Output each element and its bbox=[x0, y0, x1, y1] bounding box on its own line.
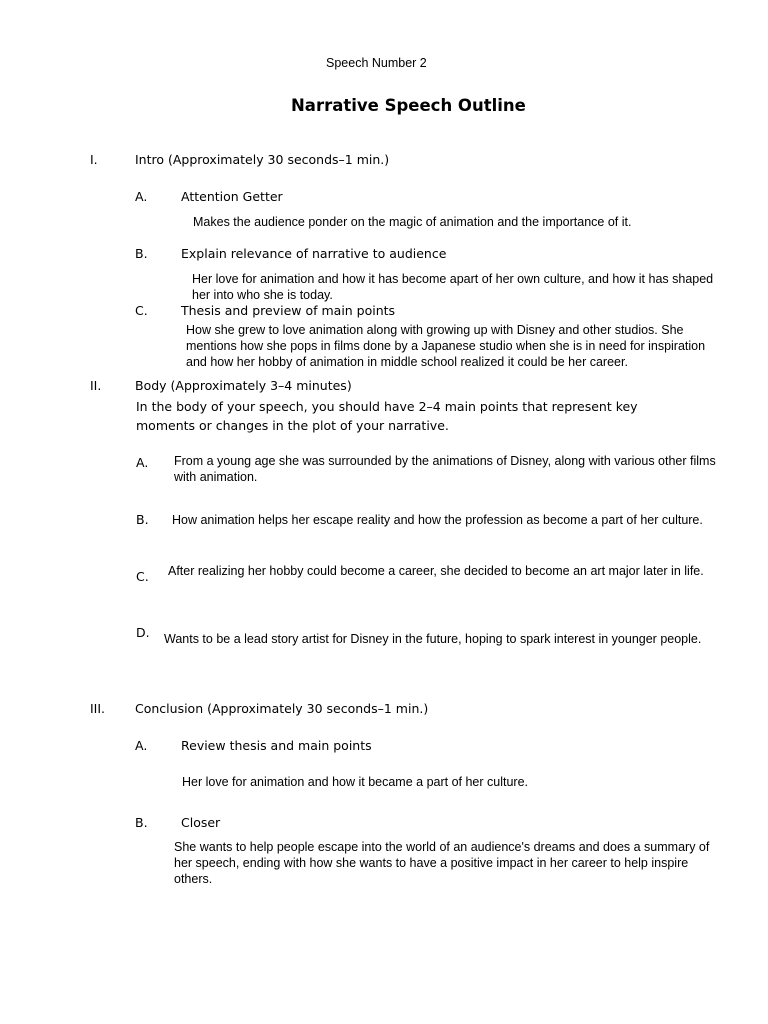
item-letter: B. bbox=[136, 512, 149, 527]
item-letter: A. bbox=[136, 455, 149, 470]
section-heading-body: Body (Approximately 3–4 minutes) bbox=[135, 378, 352, 393]
item-text: From a young age she was surrounded by the animations of Disney, along with various other films with animation. bbox=[174, 454, 716, 484]
item-heading-closer: Closer bbox=[181, 815, 221, 830]
item-heading-thesis: Thesis and preview of main points bbox=[181, 303, 396, 318]
speech-number: Speech Number 2 bbox=[326, 56, 427, 70]
section-heading-intro: Intro (Approximately 30 seconds–1 min.) bbox=[135, 152, 390, 167]
item-heading-attention-getter: Attention Getter bbox=[181, 189, 283, 204]
item-letter: B. bbox=[135, 246, 148, 261]
section-heading-conclusion: Conclusion (Approximately 30 seconds–1 min.) bbox=[135, 701, 429, 716]
page-title: Narrative Speech Outline bbox=[291, 96, 526, 115]
item-text: Her love for animation and how it has become apart of her own culture, and how it has shaped her into who she is today. bbox=[192, 272, 714, 302]
item-text: Her love for animation and how it became a part of her culture. bbox=[182, 775, 529, 789]
item-text: Wants to be a lead story artist for Disney in the future, hoping to spark interest in younger people. bbox=[164, 632, 702, 646]
item-heading-review: Review thesis and main points bbox=[181, 738, 372, 753]
section-numeral: I. bbox=[90, 152, 98, 167]
section-numeral: II. bbox=[90, 378, 102, 393]
item-letter: A. bbox=[135, 189, 148, 204]
item-letter: C. bbox=[136, 569, 149, 584]
item-letter: B. bbox=[135, 815, 148, 830]
item-letter: C. bbox=[135, 303, 148, 318]
item-letter: D. bbox=[136, 625, 150, 640]
item-text: How she grew to love animation along with growing up with Disney and other studios. She mentions how she pops in films done by a Japanese studio when she is in need for inspiration and how her hobby of animation in middle school realized it could be her career. bbox=[186, 323, 706, 369]
section-numeral: III. bbox=[90, 701, 106, 716]
item-text: After realizing her hobby could become a career, she decided to become an art major later in life. bbox=[168, 564, 704, 578]
item-text: Makes the audience ponder on the magic of animation and the importance of it. bbox=[193, 215, 632, 229]
item-text: She wants to help people escape into the world of an audience's dreams and does a summary of her speech, ending with how she wants to have a positive impact in her career to help inspire others. bbox=[174, 840, 710, 886]
body-instructions: In the body of your speech, you should have 2–4 main points that represent key moments or changes in the plot of your narrative. bbox=[136, 399, 638, 433]
item-letter: A. bbox=[135, 738, 148, 753]
item-text: How animation helps her escape reality and how the profession as become a part of her culture. bbox=[172, 513, 703, 527]
item-heading-relevance: Explain relevance of narrative to audience bbox=[181, 246, 447, 261]
